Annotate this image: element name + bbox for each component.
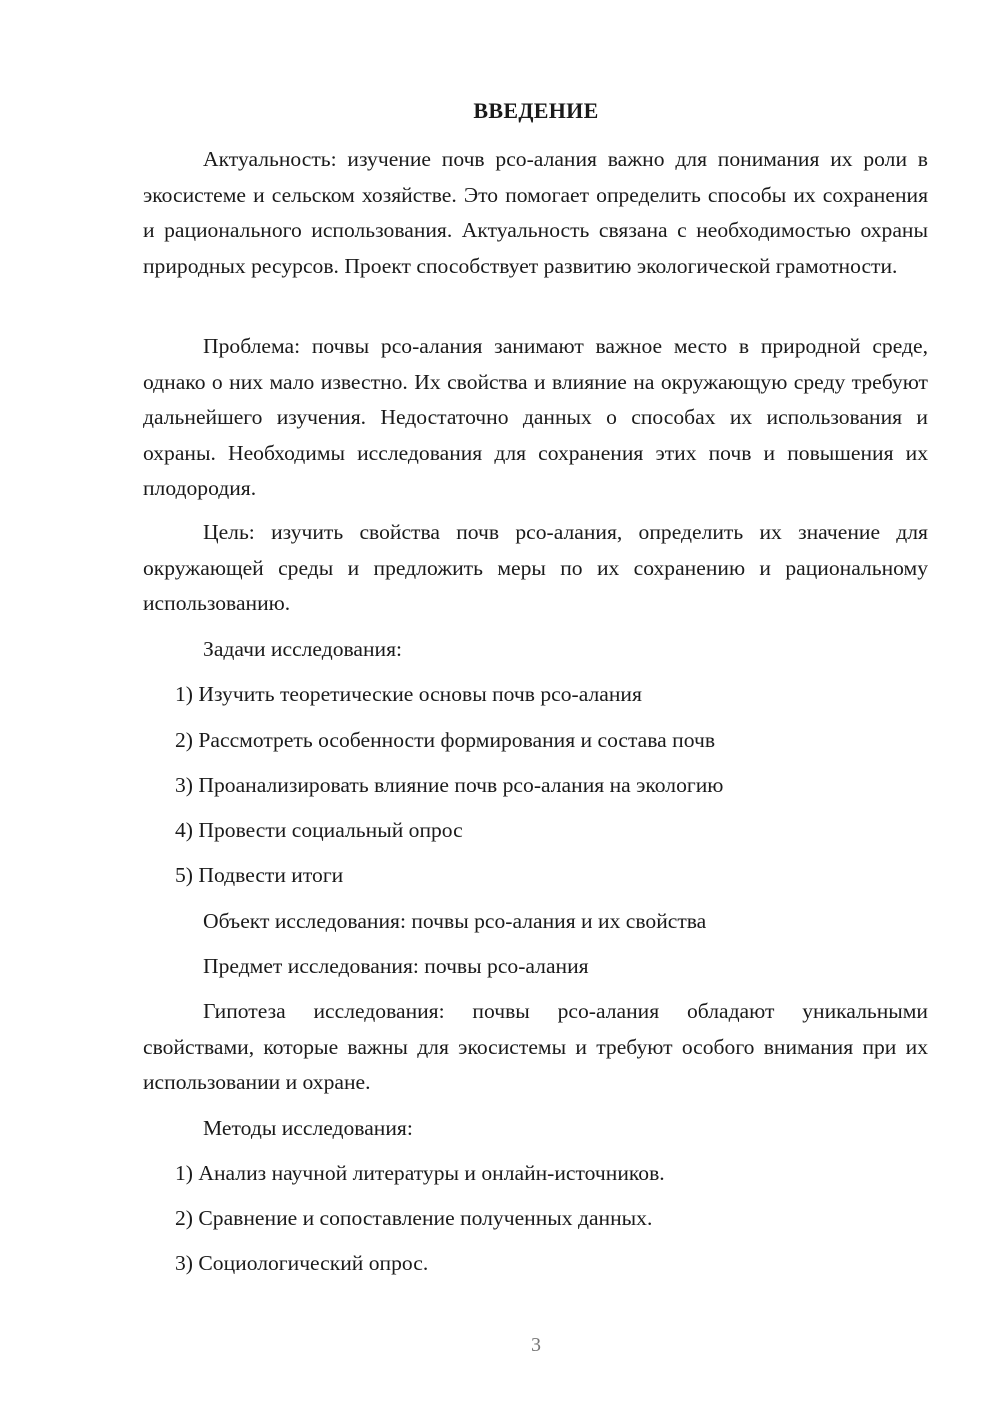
method-item: 2) Сравнение и сопоставление полученных данных. xyxy=(175,1206,653,1230)
research-subject: Предмет исследования: почвы рсо-алания xyxy=(203,954,589,978)
page-title: ВВЕДЕНИЕ xyxy=(473,98,599,123)
task-item: 4) Провести социальный опрос xyxy=(175,818,463,842)
problem-paragraph: Проблема: почвы рсо-алания занимают важное место в природной среде, однако о них мало известно. Их свойства и влияние на окружающую среду требуют дальнейшего изучения. Недостаточно данных о способах их использования и охраны. Необходимы исследования для сохранения этих почв и повышения их плодородия. xyxy=(143,334,928,501)
research-object: Объект исследования: почвы рсо-алания и их свойства xyxy=(203,909,707,933)
task-item: 2) Рассмотреть особенности формирования и состава почв xyxy=(175,728,716,752)
task-item: 3) Проанализировать влияние почв рсо-алания на экологию xyxy=(175,773,724,797)
page-number: 3 xyxy=(531,1334,541,1356)
goal-paragraph: Цель: изучить свойства почв рсо-алания, определить их значение для окружающей среды и предложить меры по их сохранению и рациональному использованию. xyxy=(143,520,928,616)
task-item: 1) Изучить теоретические основы почв рсо-алания xyxy=(175,682,642,706)
relevance-paragraph: Актуальность: изучение почв рсо-алания важно для понимания их роли в экосистеме и сельском хозяйстве. Это помогает определить способы их сохранения и рационального использования. Актуальность связана с необходимостью охраны природных ресурсов. Проект способствует развитию экологической грамотности. xyxy=(143,147,928,278)
hypothesis-paragraph: Гипотеза исследования: почвы рсо-алания обладают уникальными свойствами, которые важны для экосистемы и требуют особого внимания при их использовании и охране. xyxy=(143,999,928,1095)
task-item: 5) Подвести итоги xyxy=(175,863,344,887)
methods-heading: Методы исследования: xyxy=(203,1116,413,1140)
tasks-heading: Задачи исследования: xyxy=(203,637,403,661)
method-item: 3) Социологический опрос. xyxy=(175,1251,429,1275)
method-item: 1) Анализ научной литературы и онлайн-источников. xyxy=(175,1161,665,1185)
